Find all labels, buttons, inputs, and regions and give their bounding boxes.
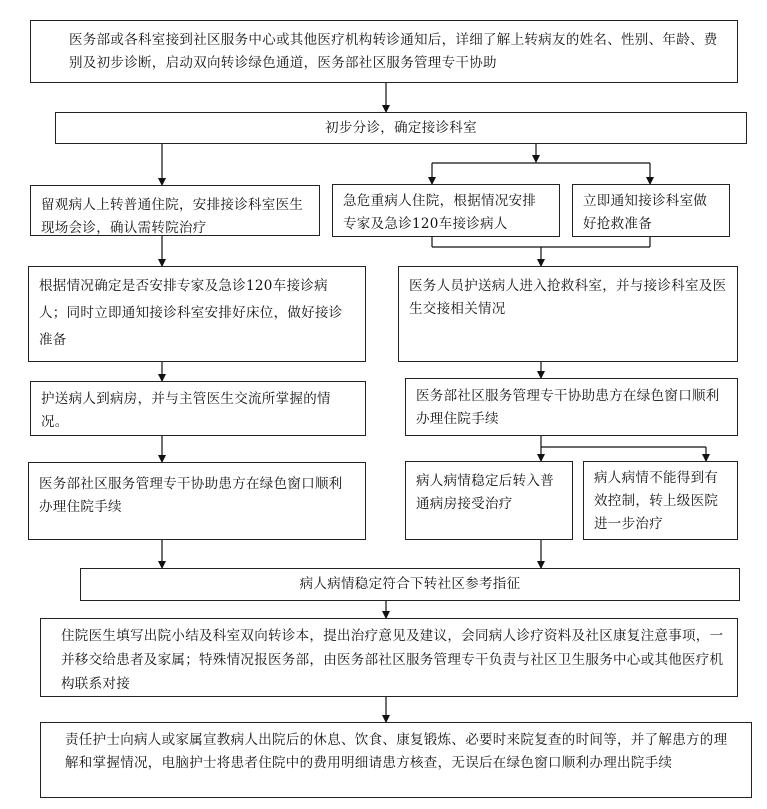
right-c-text: 医务部社区服务管理专干协助患方在绿色窗口顺利办理住院手续 [416,388,720,427]
step-g-box [40,722,752,798]
left-c-text: 护送病人到病房，并与主管医生交流所掌握的情况。 [41,391,331,430]
mid-d-text: 病人病情稳定后转入普通病房接受治疗 [416,473,554,512]
right-d-text: 病人病情不能得到有效控制，转上级医院进一步治疗 [594,470,719,532]
mid-d-box [405,461,573,540]
left-a-text: 留观病人上转普通住院，安排接诊科室医生现场会诊，确认需转院治疗 [41,197,304,236]
step-f-box [40,618,738,697]
right-a-box [572,184,730,237]
right-c-box [405,378,738,436]
step1-text: 医务部或各科室接到社区服务中心或其他医疗机构转诊通知后，详细了解上转病友的姓名、性别、年龄、费别及初步诊断，启动双向转诊绿色通道，医务部社区服务管理专干协助 [69,32,718,71]
step2-text: 初步分诊，确定接诊科室 [325,120,477,136]
step-e-text: 病人病情稳定符合下转社区参考指征 [299,576,521,592]
step-g-text: 责任护士向病人或家属宣教病人出院后的休息、饮食、康复锻炼、必要时来院复查的时间等，并了解患方的理解和掌握情况，电脑护士将患者住院中的费用明细请患方核查，无误后在绿色窗口顺利办理出院手续 [65,732,728,771]
step-f-text: 住院医生填写出院小结及科室双向转诊本，提出治疗意见及建议，会同病人诊疗资料及社区康复注意事项，一并移交给患者及家属；特殊情况报医务部，由医务部社区服务管理专干负责与社区卫生服务中心或其他医疗机构联系对接 [61,628,724,692]
right-a-text: 立即通知接诊科室做好抢救准备 [583,193,708,232]
mid-a-box [332,184,560,237]
right-b-text: 医务人员护送病人进入抢救科室，并与接诊科室及医生交接相关情况 [409,278,727,317]
left-d-text: 医务部社区服务管理专干协助患方在绿色窗口顺利办理住院手续 [39,476,343,515]
left-b-box [28,266,366,362]
step-e-box [80,568,740,601]
left-b-text: 根据情况确定是否安排专家及急诊120车接诊病人；同时立即通知接诊科室安排好床位，做好接诊准备 [39,278,343,348]
step2-box [55,112,747,144]
left-d-box [28,462,366,540]
step1-box [30,20,738,83]
right-b-box [398,266,738,362]
right-d-box [583,461,738,540]
mid-a-text: 急危重病人住院，根据情况安排专家及急诊120车接诊病人 [343,193,537,232]
left-a-box [30,185,320,236]
left-c-box [30,381,366,436]
